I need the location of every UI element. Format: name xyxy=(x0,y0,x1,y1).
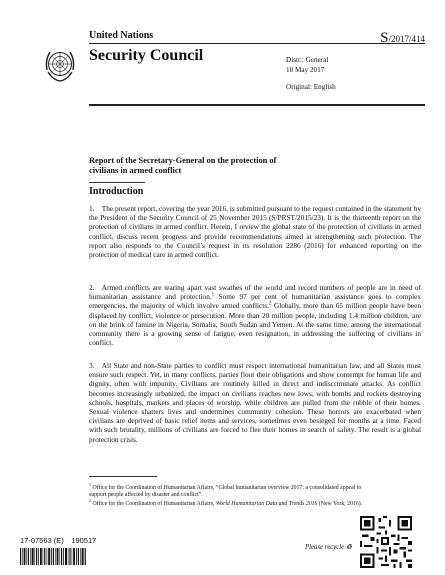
original-language: Original: English xyxy=(286,82,336,91)
recycle-icon: ♻ xyxy=(345,544,352,551)
footnote-ref-2[interactable]: 2 xyxy=(269,301,272,307)
recycle-note xyxy=(305,543,352,551)
issue-date: 10 May 2017 xyxy=(286,65,325,74)
document-symbol xyxy=(380,30,425,47)
section-heading: Introduction xyxy=(89,186,144,197)
report-title xyxy=(89,156,276,176)
header-rule xyxy=(89,43,425,44)
footnote-2-text-b: (New York, 2016). xyxy=(317,500,363,507)
header-divider xyxy=(89,104,425,106)
distribution-label: Distr.: General xyxy=(286,56,329,64)
symbol-rest: /2017/414 xyxy=(388,34,425,44)
paragraph-3: 3. All State and non-State parties to conflict must respect international humanitarian law, and all States must ensure such respect. Yet, in many conflicts, parties flout their obligations and show contempt for human life and dignity, often with impunity. Civilians are routinely killed in direct and indiscriminate attacks. As conflict becomes increasingly urbanized, the impact on civilians reaches new lows, with bombs and rockets destroying schools, hospitals, markets and places of worship, while children are pulled from the rubble of their homes. Sexual violence shatters lives and undermines community cohesion. These horrors are exacerbated when civilians are deprived of basic relief items and services, sometimes even besieged for months at a time. Faced with such brutality, millions of civilians are forced to flee their homes in search of safety. The result is a global protection crisis. xyxy=(89,361,421,444)
report-title-line-2: civilians in armed conflict xyxy=(89,166,182,176)
paragraph-2 xyxy=(89,283,421,347)
organization-name: United Nations xyxy=(89,30,154,41)
recycle-label: Please recycle xyxy=(305,544,345,551)
paragraph-1: 1. The present report, covering the year 2016, is submitted pursuant to the request contained in the statement by the President of the Security Council of 25 November 2015 (S/PRST/2015/23). It is the thirteenth report on the protection of civilians in armed conflict. Herein, I review the global state of the protection of civilians in armed conflict, discuss recent progress and provide recommendations aimed at strengthening such protection. The report also responds to the Council’s request in its resolution 2286 (2016) for enhanced reporting on the protection of medical care in armed conflict. xyxy=(89,204,421,260)
footnote-ref-1[interactable]: 1 xyxy=(211,292,215,298)
barcode-icon xyxy=(20,548,86,565)
footnote-rule xyxy=(89,476,157,477)
document-number: 17-07563 (E) 190517 xyxy=(20,536,97,545)
qr-code-icon xyxy=(360,516,412,568)
report-title-line-1: Report of the Secretary-General on the protection of xyxy=(89,156,277,165)
council-name: Security Council xyxy=(89,47,204,64)
distribution-block xyxy=(286,56,336,92)
paragraph-2-part-b: Some 97 per cent of humanitarian assistance goes to complex emergencies, the majority of which involve armed conflicts. xyxy=(89,292,421,311)
footnote-2-title: World Humanitarian Data and Trends 2016 xyxy=(215,500,318,507)
symbol-prefix: S xyxy=(380,30,389,46)
un-emblem-icon xyxy=(43,48,77,84)
footnote-2-text-a: Office for the Coordination of Humanitarian Affairs, xyxy=(92,500,216,507)
title-rule xyxy=(89,182,145,183)
paragraph-2-part-a: 2. Armed conflicts are tearing apart vast swathes of the world and record numbers of people are in need of humanitarian assistance and protection. xyxy=(89,283,421,302)
footnote-2 xyxy=(89,497,379,508)
paragraph-2-part-c: Globally, more than 65 million people have been displaced by conflict, violence or persecution. More than 20 million people, including 1.4 million children, are on the brink of famine in Nigeria, Somalia, South Sudan and Yemen. At the same time, among the international community there is a growing sense of fatigue, even resignation, in addressing the suffering of civilians in conflict. xyxy=(89,301,421,348)
footnote-1-mark: 1 xyxy=(89,482,91,487)
footnote-2-mark: 2 xyxy=(89,498,91,503)
footnote-1-text: Office for the Coordination of Humanitarian Affairs, “Global humanitarian overview 2017: a consolidated appeal to support people affected by disaster and conflict”. xyxy=(89,484,362,499)
